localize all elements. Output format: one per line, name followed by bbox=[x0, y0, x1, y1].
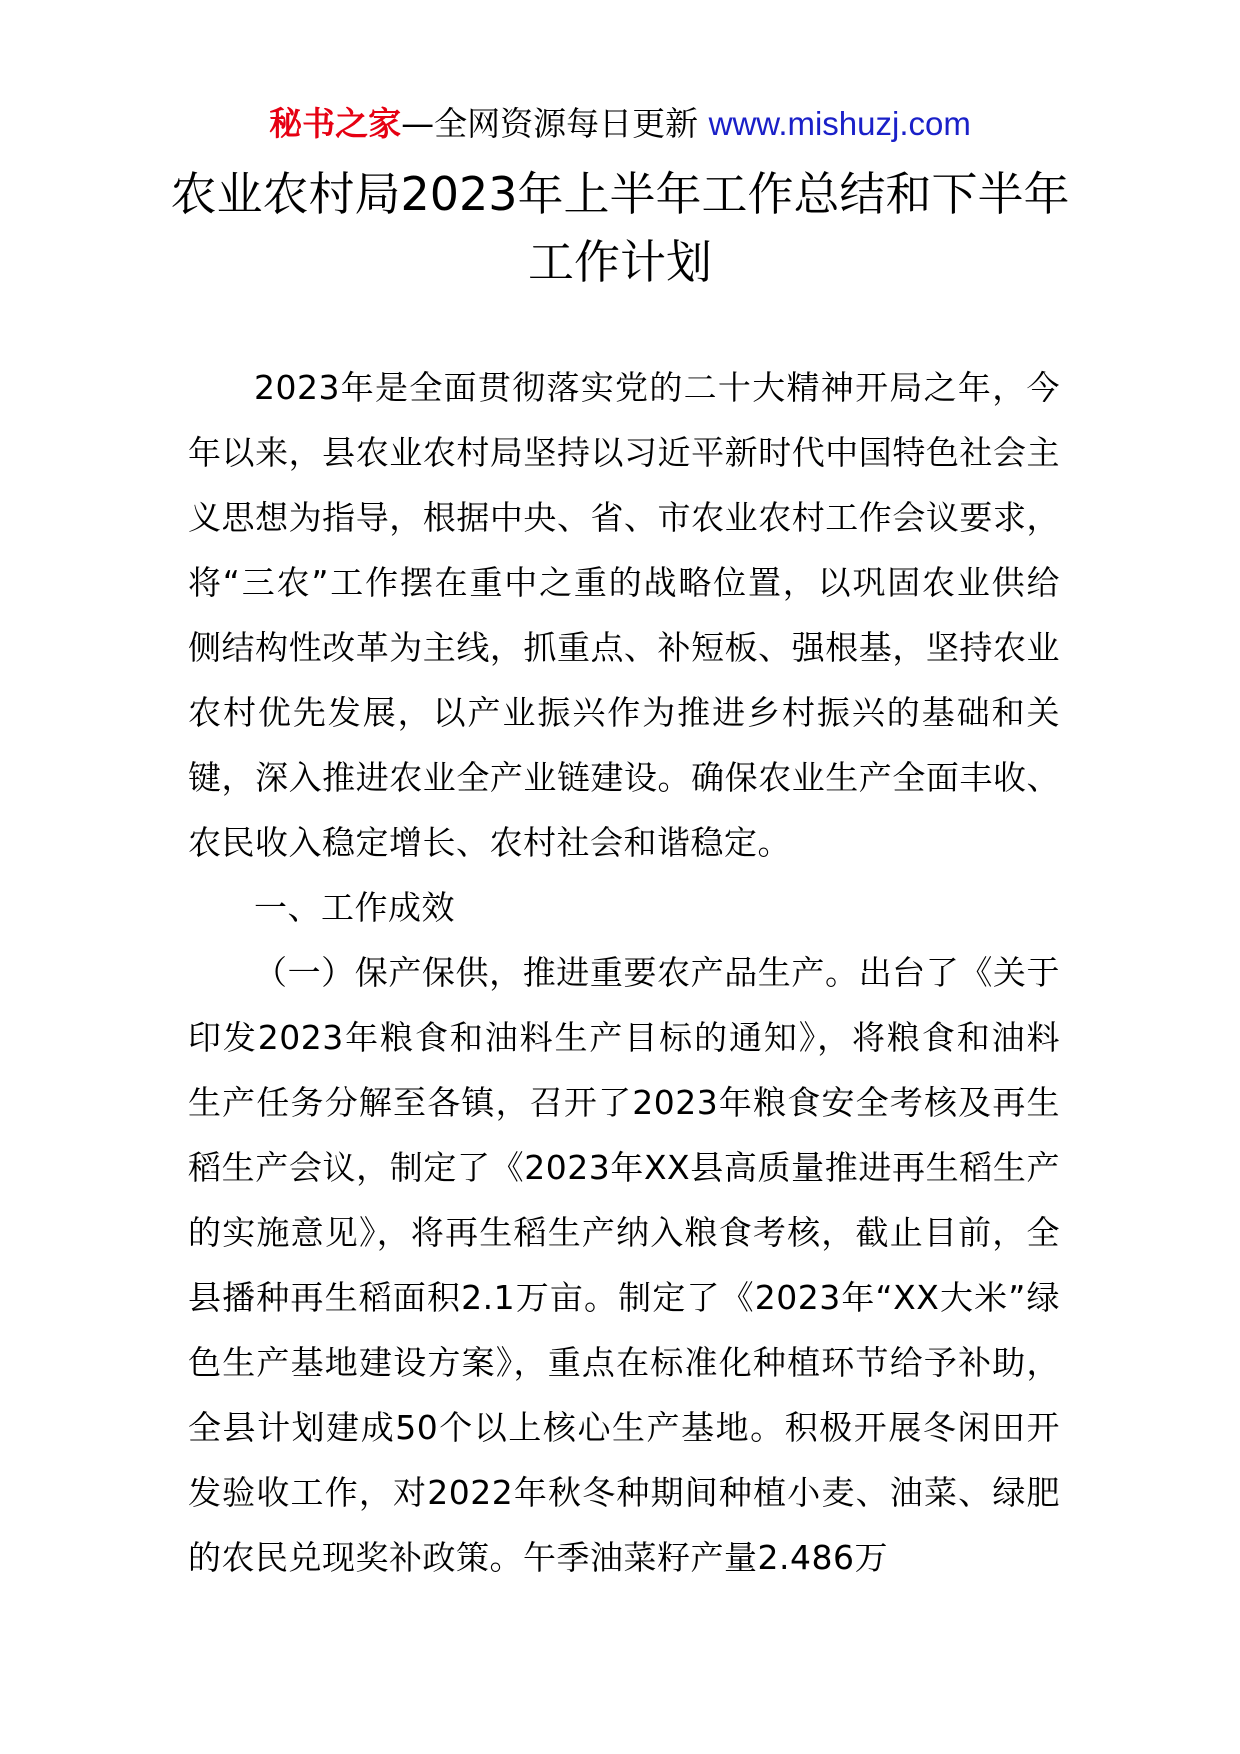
section-heading: 一、工作成效 bbox=[254, 888, 455, 927]
document-body bbox=[188, 355, 1060, 1590]
body-paragraph: （一）保产保供，推进重要农产品生产。出台了《关于印发2023年粮食和油料生产目标的通知》，将粮食和油料生产任务分解至各镇，召开了2023年粮食安全考核及再生稻生产会议，制定了《2023年XX县高质量推进再生稻生产的实施意见》，将再生稻生产纳入粮食考核，截止目前，全县播种再生稻面积2.1万亩。制定了《2023年“XX大米”绿色生产基地建设方案》，重点在标准化种植环节给予补助，全县计划建成50个以上核心生产基地。积极开展冬闲田开发验收工作，对2022年秋冬种期间种植小麦、油菜、绿肥的农民兑现奖补政策。午季油菜籽产量2.486万 bbox=[188, 953, 1060, 1577]
document-title: 农业农村局2023年上半年工作总结和下半年工作计划 bbox=[170, 167, 1070, 289]
brand-name: 秘书之家 bbox=[269, 104, 402, 143]
watermark-header bbox=[0, 100, 1240, 148]
site-url-link[interactable]: www.mishuzj.com bbox=[708, 105, 971, 142]
slogan: —全网资源每日更新 bbox=[401, 104, 709, 143]
intro-paragraph: 2023年是全面贯彻落实党的二十大精神开局之年，今年以来，县农业农村局坚持以习近平新时代中国特色社会主义思想为指导，根据中央、省、市农业农村工作会议要求，将“三农”工作摆在重中之重的战略位置，以巩固农业供给侧结构性改革为主线，抓重点、补短板、强根基，坚持农业农村优先发展，以产业振兴作为推进乡村振兴的基础和关键，深入推进农业全产业链建设。确保农业生产全面丰收、农民收入稳定增长、农村社会和谐稳定。 bbox=[188, 368, 1060, 862]
